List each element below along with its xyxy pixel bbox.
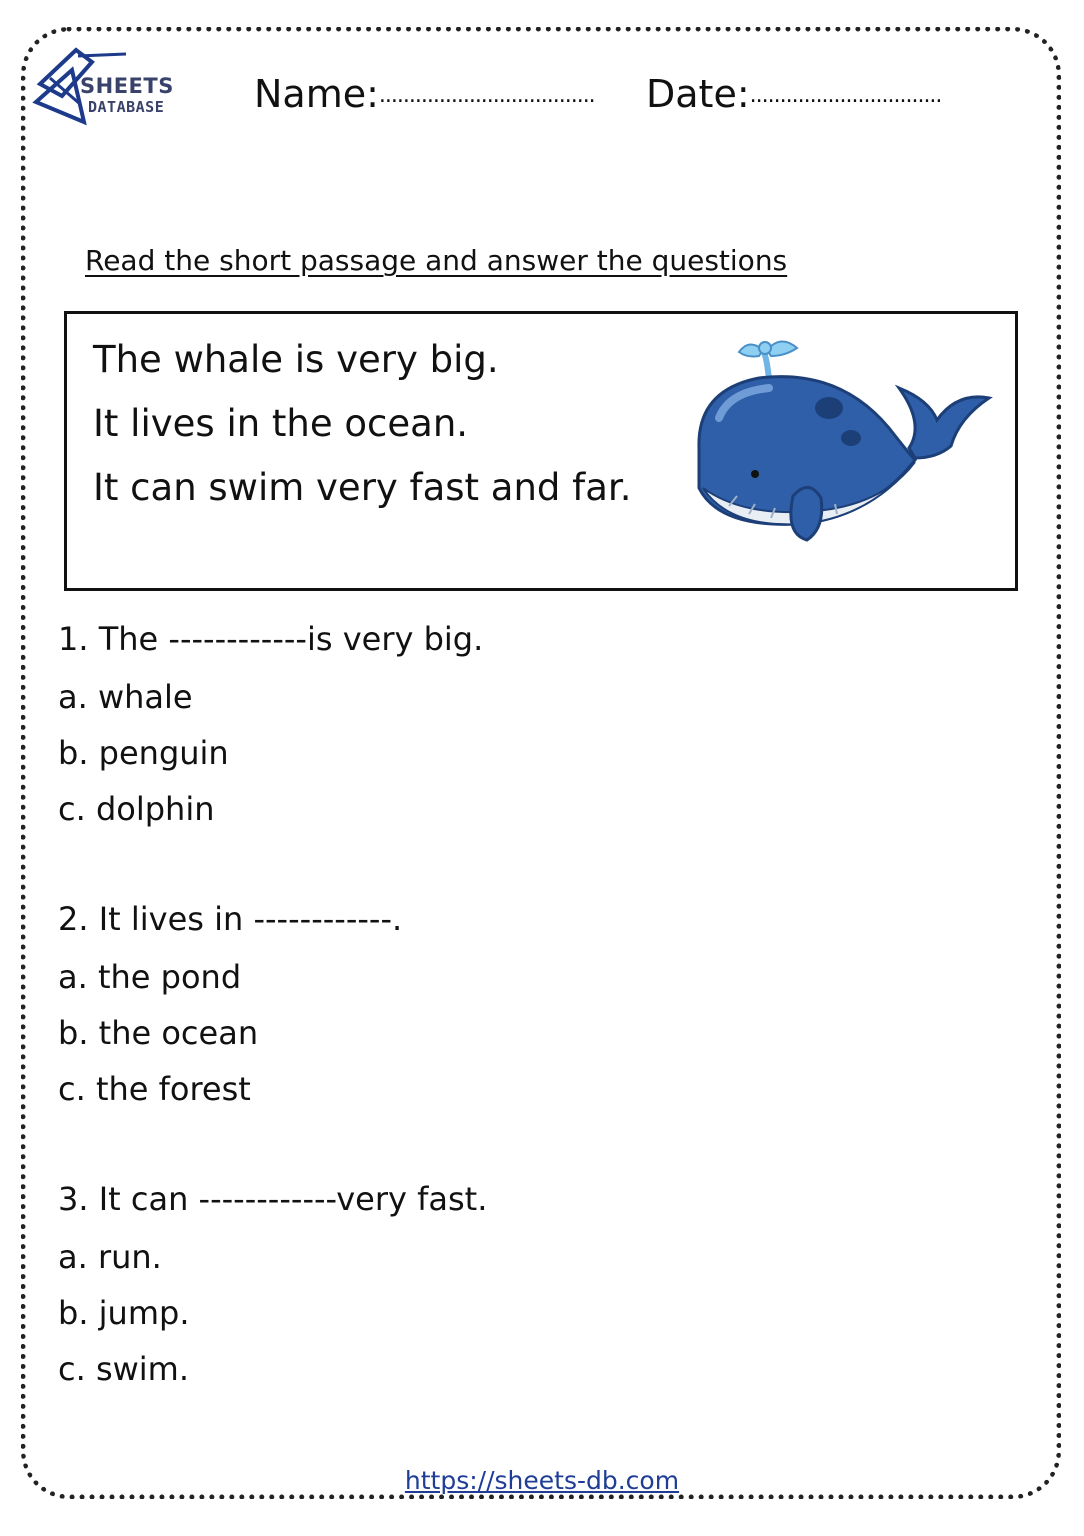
date-label: Date: xyxy=(646,72,750,116)
name-label: Name: xyxy=(254,72,379,116)
logo-text-database: DATABASE xyxy=(88,98,165,116)
instructions-heading: Read the short passage and answer the questions xyxy=(85,244,788,277)
question-3-option-b[interactable]: b. jump. xyxy=(58,1294,190,1332)
question-2-option-a[interactable]: a. the pond xyxy=(58,958,242,996)
date-blank[interactable]: ................................ xyxy=(749,83,942,108)
question-1-option-b[interactable]: b. penguin xyxy=(58,734,229,772)
whale-illustration xyxy=(689,328,999,553)
passage-line: It lives in the ocean. xyxy=(93,402,469,445)
question-2-option-b[interactable]: b. the ocean xyxy=(58,1014,259,1052)
question-3-option-a[interactable]: a. run. xyxy=(58,1238,162,1276)
question-2-option-c[interactable]: c. the forest xyxy=(58,1070,251,1108)
passage-line: It can swim very fast and far. xyxy=(93,466,632,509)
name-field[interactable] xyxy=(254,72,595,116)
name-blank[interactable]: .................................... xyxy=(378,83,595,108)
date-field[interactable] xyxy=(646,72,941,116)
footer-link[interactable]: https://sheets-db.com xyxy=(404,1466,680,1495)
question-1-option-a[interactable]: a. whale xyxy=(58,678,193,716)
passage-box xyxy=(64,311,1018,591)
question-1: 1. The ------------is very big. xyxy=(58,620,484,658)
question-3: 3. It can ------------very fast. xyxy=(58,1180,488,1218)
passage-line: The whale is very big. xyxy=(93,338,499,381)
question-3-option-c[interactable]: c. swim. xyxy=(58,1350,190,1388)
question-1-option-c[interactable]: c. dolphin xyxy=(58,790,215,828)
logo-text-sheets: SHEETS xyxy=(80,74,174,98)
question-2: 2. It lives in ------------. xyxy=(58,900,403,938)
